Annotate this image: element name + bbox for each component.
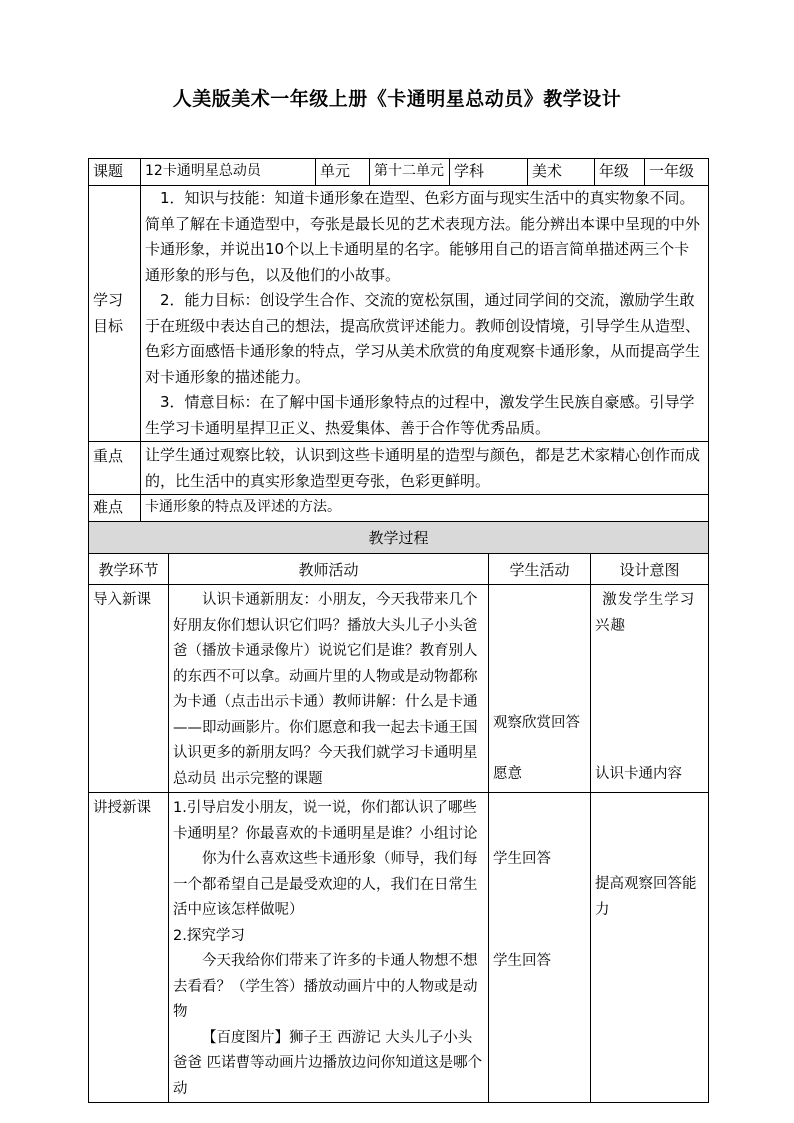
student-activity-text: 观察欣赏回答 <box>493 715 580 731</box>
unit-value: 第十二单元 <box>370 159 450 186</box>
teacher-activity-text: 1.引导启发小朋友，说一说，你们都认识了哪些卡通明星？你最喜欢的卡通明星是谁？小组讨论 <box>173 800 478 842</box>
column-header-student: 学生活动 <box>489 554 591 585</box>
process-heading: 教学过程 <box>89 522 709 554</box>
teacher-activity-text: 【百度图片】狮子王 西游记 大头儿子小头爸爸 匹诺曹等动画片边播放边问你知道这是哪个动 <box>173 1029 483 1097</box>
subject-value: 美术 <box>528 159 595 186</box>
goal-knowledge: 1．知识与技能：知道卡通形象在造型、色彩方面与现实生活中的真实物象不同。简单了解在卡通造型中，夸张是最长见的艺术表现方法。能分辨出本课中呈现的中外卡通形象，并说出10个以上卡通明星的名字。能够用自己的语言简单描述两三个卡通形象的形与色，以及他们的小故事。 <box>145 189 701 284</box>
goals-label-line-1: 学习 <box>93 291 124 309</box>
key-label: 重点 <box>89 442 141 495</box>
goals-content <box>141 186 709 442</box>
document-title: 人美版美术一年级上册《卡通明星总动员》教学设计 <box>172 88 622 110</box>
design-intent-text: 认识卡通内容 <box>595 766 682 782</box>
unit-label: 单元 <box>316 159 370 186</box>
difficulty-label: 难点 <box>89 495 141 523</box>
goals-label-line-2: 目标 <box>93 316 124 335</box>
student-activity-cell <box>489 585 591 793</box>
column-header-intent: 设计意图 <box>591 554 709 585</box>
difficulty-value: 卡通形象的特点及评述的方法。 <box>141 495 709 523</box>
goal-ability: 2．能力目标：创设学生合作、交流的宽松氛围，通过同学间的交流，激励学生敢于在班级中表达自己的想法，提高欣赏评述能力。教师创设情境，引导学生从造型、色彩方面感悟卡通形象的特点，学习从美术欣赏的角度观察卡通形象，从而提高学生对卡通形象的描述能力。 <box>145 291 701 386</box>
table-row <box>89 793 709 1103</box>
student-activity-text: 愿意 <box>493 766 522 782</box>
column-header-stage: 教学环节 <box>89 554 169 585</box>
design-intent-text: 激发学生学习兴趣 <box>595 592 696 634</box>
design-intent-cell <box>591 793 709 1103</box>
subject-label: 学科 <box>450 159 528 186</box>
grade-label: 年级 <box>595 159 645 186</box>
teacher-activity-cell <box>169 793 489 1103</box>
grade-value: 一年级 <box>645 159 709 186</box>
student-activity-text: 学生回答 <box>493 953 551 969</box>
teaching-process-table <box>88 521 709 1103</box>
stage-cell: 导入新课 <box>89 585 169 793</box>
design-intent-text: 提高观察回答能力 <box>595 876 697 918</box>
table-row <box>89 585 709 793</box>
goal-emotion: 3．情意目标：在了解中国卡通形象特点的过程中，激发学生民族自豪感。引导学生学习卡通明星捍卫正义、热爱集体、善于合作等优秀品质。 <box>145 393 695 437</box>
teacher-activity-text: 今天我给你们带来了许多的卡通人物想不想去看看？（学生答）播放动画片中的人物或是动物 <box>173 953 478 1020</box>
stage-cell: 讲授新课 <box>89 793 169 1103</box>
course-label: 课题 <box>89 159 141 186</box>
goals-label <box>89 186 141 442</box>
key-value: 让学生通过观察比较，认识到这些卡通明星的造型与颜色，都是艺术家精心创作而成的，比生活中的真实形象造型更夸张，色彩更鲜明。 <box>141 442 709 495</box>
student-activity-cell <box>489 793 591 1103</box>
column-header-teacher: 教师活动 <box>169 554 489 585</box>
teacher-activity-text: 2.探究学习 <box>173 927 245 944</box>
teacher-activity-cell: 认识卡通新朋友：小朋友，今天我带来几个好朋友你们想认识它们吗？播放大头儿子小头爸爸（播放卡通录像片）说说它们是谁？教育别人的东西不可以拿。动画片里的人物或是动物都称为卡通（点击出示卡通）教师讲解：什么是卡通——即动画影片。你们愿意和我一起去卡通王国认识更多的新朋友吗？今天我们就学习卡通明星总动员 出示完整的课题 <box>169 585 489 793</box>
teacher-activity-text: 你为什么喜欢这些卡通形象（师导，我们每一个都希望自己是最受欢迎的人，我们在日常生活中应该怎样做呢） <box>173 851 478 918</box>
design-intent-cell <box>591 585 709 793</box>
lesson-info-table <box>88 158 709 523</box>
student-activity-text: 学生回答 <box>493 851 551 867</box>
course-value: 12卡通明星总动员 <box>141 159 316 186</box>
